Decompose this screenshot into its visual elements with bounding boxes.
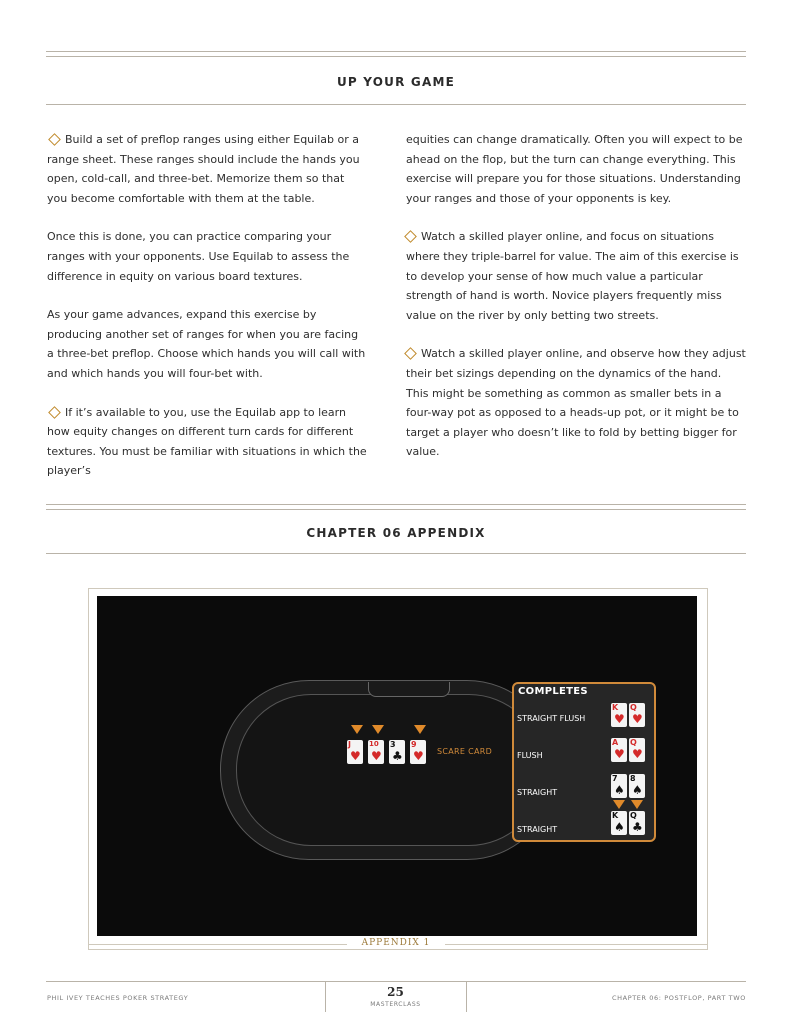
heart-suit-icon: ♥ bbox=[632, 747, 643, 761]
completes-card bbox=[611, 738, 627, 762]
tip-paragraph bbox=[47, 130, 367, 208]
completes-row-label: STRAIGHT FLUSH bbox=[517, 714, 586, 723]
heart-suit-icon: ♥ bbox=[350, 749, 361, 763]
card-rank: K bbox=[612, 811, 619, 820]
board-card bbox=[347, 740, 363, 764]
footer-brand: MASTERCLASS bbox=[370, 1001, 421, 1008]
scare-marker-icon bbox=[613, 800, 625, 809]
scare-marker-icon bbox=[351, 725, 363, 734]
card-rank: Q bbox=[630, 811, 637, 820]
completes-card bbox=[629, 811, 645, 835]
footer-rule bbox=[46, 981, 746, 982]
card-rank: 10 bbox=[369, 740, 379, 748]
paragraph-text: Watch a skilled player online, and observe how they adjust their bet sizings depending on the dynamics of the hand. This might be something as common as smaller bets in a four-way pot as opposed to a heads-up pot, or it might be to target a player who doesn’t like to fold by betting bigger for value. bbox=[406, 347, 746, 459]
heart-suit-icon: ♥ bbox=[632, 712, 643, 726]
section-title-up-your-game: UP YOUR GAME bbox=[336, 75, 456, 89]
tip-paragraph bbox=[47, 403, 367, 481]
club-suit-icon: ♣ bbox=[392, 749, 403, 763]
paragraph: Once this is done, you can practice comparing your ranges with your opponents. Use Equilab to assess the difference in equity on various board textures. bbox=[47, 230, 350, 283]
diamond-bullet-icon bbox=[404, 231, 417, 244]
appendix-top-rule bbox=[46, 504, 746, 505]
paragraph: equities can change dramatically. Often you will expect to be ahead on the flop, but the turn can change everything. This exercise will prepare you for those situations. Understanding your ranges and those of your opponents is key. bbox=[406, 133, 743, 205]
completes-card bbox=[611, 703, 627, 727]
card-rank: 7 bbox=[612, 774, 618, 783]
spade-suit-icon: ♠ bbox=[614, 820, 625, 834]
poker-table-felt bbox=[236, 694, 544, 846]
completes-row-label: FLUSH bbox=[517, 751, 543, 760]
completes-row-label: STRAIGHT bbox=[517, 825, 558, 834]
completes-card bbox=[611, 774, 627, 798]
diamond-bullet-icon bbox=[48, 406, 61, 419]
paragraph: As your game advances, expand this exercise by producing another set of ranges for when you are facing a three-bet preflop. Choose which hands you will call with and which hands you will four-bet with. bbox=[47, 308, 366, 380]
footer-divider bbox=[466, 982, 467, 1012]
right-column bbox=[406, 130, 746, 481]
card-rank: Q bbox=[630, 738, 637, 747]
board-card bbox=[389, 740, 405, 764]
footer-book-title: PHIL IVEY TEACHES POKER STRATEGY bbox=[47, 994, 189, 1002]
title-underline bbox=[46, 104, 746, 105]
card-rank: A bbox=[612, 738, 619, 747]
board-card bbox=[368, 740, 384, 764]
top-rule bbox=[46, 51, 746, 52]
spade-suit-icon: ♠ bbox=[632, 783, 643, 797]
section-title-appendix: CHAPTER 06 APPENDIX bbox=[306, 526, 486, 540]
card-rank: Q bbox=[630, 703, 637, 712]
paragraph-text: Watch a skilled player online, and focus on situations where they triple-barrel for value. The aim of this exercise is to develop your sense of how much value a particular strength of hand is worth. Novice players frequently miss value on the river by only betting two streets. bbox=[406, 230, 739, 322]
card-rank: J bbox=[348, 740, 351, 749]
page-number: 25 bbox=[387, 985, 404, 999]
card-rank: 9 bbox=[411, 740, 417, 749]
completes-card bbox=[629, 738, 645, 762]
figure-label: APPENDIX 1 bbox=[347, 938, 445, 948]
footer-chapter: CHAPTER 06: POSTFLOP, PART TWO bbox=[612, 994, 746, 1002]
heart-suit-icon: ♥ bbox=[413, 749, 424, 763]
tip-paragraph bbox=[406, 227, 746, 325]
completes-row-label: STRAIGHT bbox=[517, 788, 558, 797]
scare-card-label: SCARE CARD bbox=[437, 747, 493, 756]
completes-title: COMPLETES bbox=[518, 686, 588, 697]
top-rule-double bbox=[46, 56, 746, 57]
card-rank: 8 bbox=[630, 774, 636, 783]
spade-suit-icon: ♠ bbox=[614, 783, 625, 797]
card-rank: K bbox=[612, 703, 619, 712]
heart-suit-icon: ♥ bbox=[614, 747, 625, 761]
completes-card bbox=[629, 774, 645, 798]
scare-marker-icon bbox=[631, 800, 643, 809]
appendix-top-rule-double bbox=[46, 509, 746, 510]
board-card-scare bbox=[410, 740, 426, 764]
heart-suit-icon: ♥ bbox=[614, 712, 625, 726]
tip-paragraph bbox=[406, 344, 746, 462]
paragraph-text: Build a set of preflop ranges using either Equilab or a range sheet. These ranges should include the hands you open, cold-call, and three-bet. Memorize them so that you become comfortable with them at the table. bbox=[47, 133, 360, 205]
completes-card bbox=[629, 703, 645, 727]
scare-marker-icon bbox=[372, 725, 384, 734]
diamond-bullet-icon bbox=[404, 347, 417, 360]
heart-suit-icon: ♥ bbox=[371, 749, 382, 763]
diamond-bullet-icon bbox=[48, 133, 61, 146]
club-suit-icon: ♣ bbox=[632, 820, 643, 834]
paragraph-text: If it’s available to you, use the Equilab app to learn how equity changes on different turn cards for different textures. You must be familiar with situations in which the player’s bbox=[47, 405, 367, 478]
appendix-underline bbox=[46, 553, 746, 554]
completes-card bbox=[611, 811, 627, 835]
dealer-tray bbox=[368, 682, 450, 697]
left-column bbox=[47, 130, 367, 500]
scare-marker-icon bbox=[414, 725, 426, 734]
card-rank: 3 bbox=[390, 740, 396, 749]
